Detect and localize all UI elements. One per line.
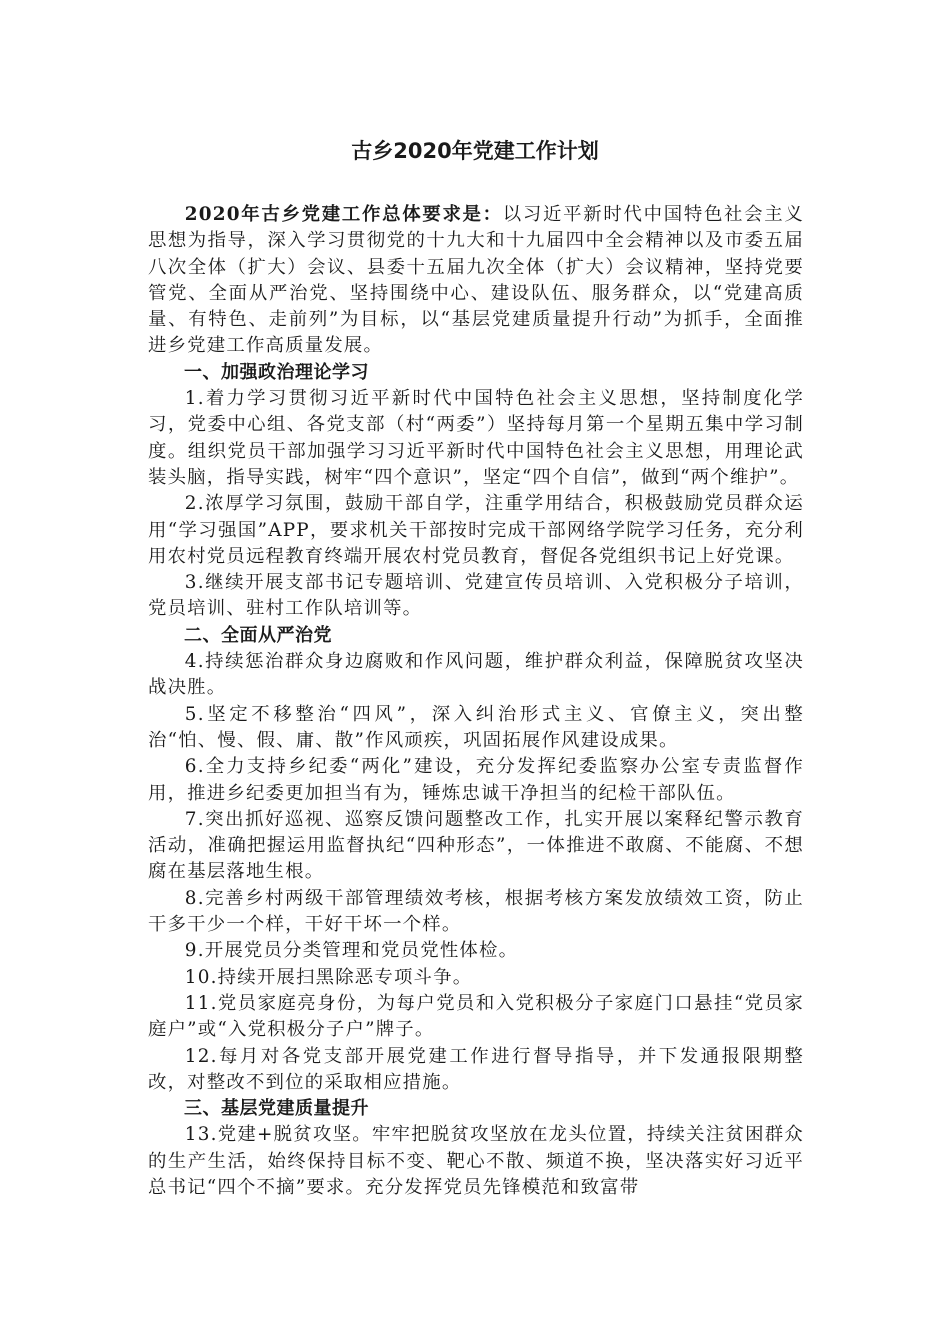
paragraph: 4.持续惩治群众身边腐败和作风问题，维护群众利益，保障脱贫攻坚决战决胜。 xyxy=(148,651,804,699)
paragraph: 9.开展党员分类管理和党员党性体检。 xyxy=(184,940,519,962)
paragraph: 10.持续开展扫黑除恶专项斗争。 xyxy=(184,966,473,988)
paragraph: 1.着力学习贯彻习近平新时代中国特色社会主义思想，坚持制度化学习，党委中心组、各党支部（村“两委”）坚持每月第一个星期五集中学习制度。组织党员干部加强学习习近平新时代中国特色社会主义思想，用理论武装头脑，指导实践，树牢“四个意识”，坚定“四个自信”，做到“两个维护”。 xyxy=(148,388,804,488)
section-heading: 三、基层党建质量提升 xyxy=(184,1098,369,1120)
document-body xyxy=(148,202,804,1201)
intro-paragraph xyxy=(148,202,804,360)
paragraph: 2.浓厚学习氛围，鼓励干部自学，注重学用结合，积极鼓励党员群众运用“学习强国”APP，要求机关干部按时完成干部网络学院学习任务，充分利用农村党员远程教育终端开展农村党员教育，督促各党组织书记上好党课。 xyxy=(148,493,804,567)
paragraph: 12.每月对各党支部开展党建工作进行督导指导，并下发通报限期整改，对整改不到位的采取相应措施。 xyxy=(148,1045,804,1093)
paragraph: 6.全力支持乡纪委“两化”建设，充分发挥纪委监察办公室专责监督作用，推进乡纪委更加担当有为，锤炼忠诚干净担当的纪检干部队伍。 xyxy=(148,756,804,804)
intro-text: 以习近平新时代中国特色社会主义思想为指导，深入学习贯彻党的十九大和十九届四中全会精神以及市委五届八次全体（扩大）会议、县委十五届九次全体（扩大）会议精神，坚持党要管党、全面从严治党、坚持围绕中心、建设队伍、服务群众，以“党建高质量、有特色、走前列”为目标，以“基层党建质量提升行动”为抓手，全面推进乡党建工作高质量发展。 xyxy=(148,204,804,357)
paragraph: 11.党员家庭亮身份，为每户党员和入党积极分子家庭门口悬挂“党员家庭户”或“入党积极分子户”牌子。 xyxy=(148,992,804,1041)
section-heading: 二、全面从严治党 xyxy=(184,624,332,646)
paragraph: 7.突出抓好巡视、巡察反馈问题整改工作，扎实开展以案释纪警示教育活动，准确把握运用监督执纪“四种形态”，一体推进不敢腐、不能腐、不想腐在基层落地生根。 xyxy=(148,808,804,883)
document-title: 古乡2020年党建工作计划 xyxy=(351,139,599,163)
paragraph: 8.完善乡村两级干部管理绩效考核，根据考核方案发放绩效工资，防止干多干少一个样，干好干坏一个样。 xyxy=(148,887,804,936)
paragraph: 5.坚定不移整治“四风”，深入纠治形式主义、官僚主义，突出整治“怕、慢、假、庸、散”作风顽疾，巩固拓展作风建设成果。 xyxy=(148,703,804,751)
intro-lead: 2020年古乡党建工作总体要求是： xyxy=(184,204,503,225)
section-heading: 一、加强政治理论学习 xyxy=(184,361,369,383)
paragraph: 3.继续开展支部书记专题培训、党建宣传员培训、入党积极分子培训，党员培训、驻村工作队培训等。 xyxy=(148,572,804,620)
paragraph: 13.党建+脱贫攻坚。牢牢把脱贫攻坚放在龙头位置，持续关注贫困群众的生产生活，始终保持目标不变、靶心不散、频道不换，坚决落实好习近平总书记“四个不摘”要求。充分发挥党员先锋模范和致富带 xyxy=(148,1124,804,1198)
